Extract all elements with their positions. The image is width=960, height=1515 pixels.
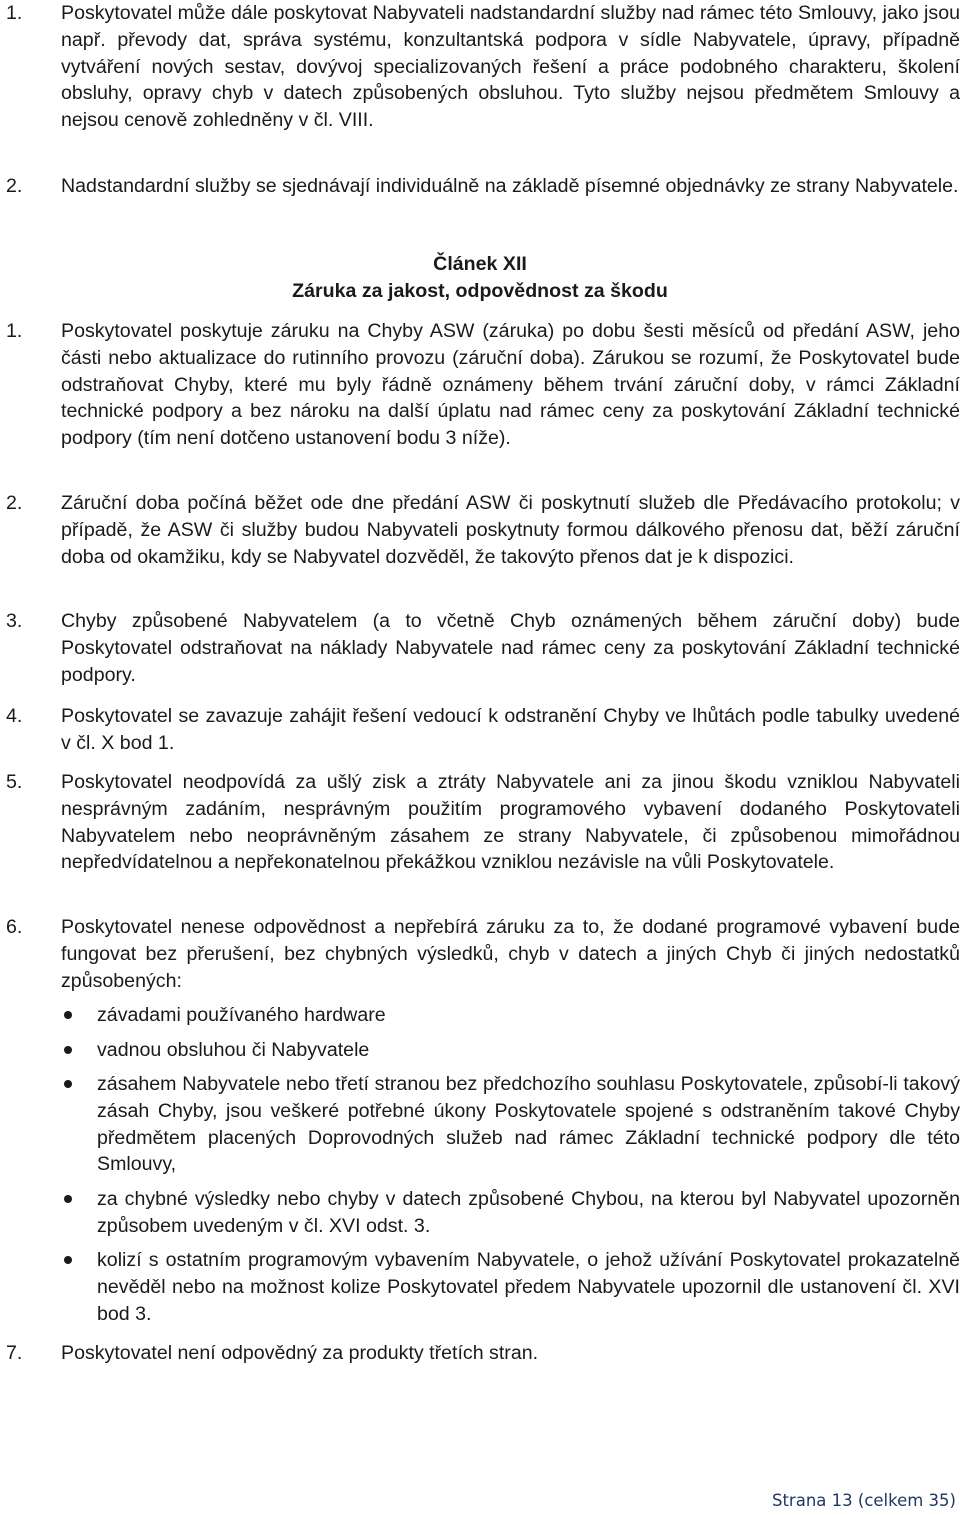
bullet-item bbox=[0, 1186, 960, 1240]
paragraph-12-5 bbox=[0, 769, 960, 876]
bullet-icon bbox=[64, 1011, 72, 1019]
paragraph-text: Nadstandardní služby se sjednávají individuálně na základě písemné objednávky ze strany Nabyvatele. bbox=[61, 175, 959, 197]
article-title: Záruka za jakost, odpovědnost za škodu bbox=[292, 280, 668, 302]
article-title-heading bbox=[0, 278, 960, 305]
paragraph-text: Poskytovatel může dále poskytovat Nabyvateli nadstandardní služby nad rámec této Smlouvy, jako jsou např. převody dat, správa systému, konzultantská podpora v sídle Nabyvatele, úpravy, případně vytváření nových sestav, dovývoj specializovaných řešení a práce podobného charakteru, školení obsluhy, opravy chyb v datech způsobených obsluhou. Tyto služby nejsou předmětem Smlouvy a nejsou cenově zohledněny v čl. VIII. bbox=[61, 2, 960, 132]
paragraph-12-3 bbox=[0, 608, 960, 688]
bullet-item bbox=[0, 1037, 960, 1064]
paragraph-text: Záruční doba počíná běžet ode dne předání ASW či poskytnutí služeb dle Předávacího protokolu; v případě, že ASW či služby budou Nabyvateli poskytnuty formou dálkového přenosu dat, běží záruční doba od okamžiku, kdy se Nabyvatel dozvěděl, že takovýto přenos dat je k dispozici. bbox=[61, 492, 960, 568]
item-number: 5. bbox=[6, 771, 23, 793]
item-number: 4. bbox=[6, 705, 23, 727]
bullet-item bbox=[0, 1002, 960, 1029]
page-number-footer bbox=[772, 1491, 956, 1511]
item-number: 6. bbox=[6, 916, 23, 938]
paragraph-11-1 bbox=[0, 0, 960, 134]
bullet-text: za chybné výsledky nebo chyby v datech způsobené Chybou, na kterou byl Nabyvatel upozorněn způsobem uvedeným v čl. XVI odst. 3. bbox=[97, 1188, 960, 1237]
paragraph-12-4 bbox=[0, 703, 960, 757]
item-number: 3. bbox=[6, 610, 23, 632]
paragraph-text: Poskytovatel neodpovídá za ušlý zisk a ztráty Nabyvatele ani za jinou škodu vzniklou Nabyvateli nesprávným zadáním, nesprávným použitím programového vybavení dodaného Poskytovateli Nabyvatelem nebo neoprávněným zásahem ze strany Nabyvatele, či způsobenou mimořádnou nepředvídatelnou a nepřekonatelnou překážkou vzniklou nezávisle na vůli Poskytovatele. bbox=[61, 771, 960, 874]
bullet-text: vadnou obsluhou či Nabyvatele bbox=[97, 1039, 370, 1061]
page-number-label: Strana 13 (celkem 35) bbox=[771, 1491, 956, 1510]
article-number: Článek XII bbox=[433, 253, 527, 275]
bullet-item bbox=[0, 1247, 960, 1327]
bullet-icon bbox=[64, 1080, 72, 1088]
paragraph-11-2 bbox=[0, 173, 960, 200]
item-number: 1. bbox=[6, 320, 23, 342]
paragraph-text: Poskytovatel není odpovědný za produkty třetích stran. bbox=[61, 1342, 539, 1364]
item-number: 2. bbox=[6, 492, 23, 514]
paragraph-12-6 bbox=[0, 914, 960, 994]
paragraph-12-2 bbox=[0, 490, 960, 570]
paragraph-text: Poskytovatel poskytuje záruku na Chyby ASW (záruka) po dobu šesti měsíců od předání ASW, jeho části nebo aktualizace do rutinního provozu (záruční doba). Zárukou se rozumí, že Poskytovatel bude odstraňovat Chyby, které mu byly řádně oznámeny během trvání záruční doby, v rámci Základní technické podpory a bez nároku na další úplatu nad rámec ceny za poskytování Základní technické podpory (tím není dotčeno ustanovení bodu 3 níže). bbox=[61, 320, 960, 450]
article-number-heading bbox=[0, 251, 960, 278]
paragraph-12-1 bbox=[0, 318, 960, 452]
paragraph-text: Chyby způsobené Nabyvatelem (a to včetně Chyb oznámených během záruční doby) bude Poskytovatel odstraňovat na náklady Nabyvatele nad rámec ceny za poskytování Základní technické podpory. bbox=[61, 610, 960, 686]
paragraph-text: Poskytovatel nenese odpovědnost a nepřebírá záruku za to, že dodané programové vybavení bude fungovat bez přerušení, bez chybných výsledků, chyb v datech a jiných Chyb či jiných nedostatků způsobených: bbox=[61, 916, 960, 992]
paragraph-text: Poskytovatel se zavazuje zahájit řešení vedoucí k odstranění Chyby ve lhůtách podle tabulky uvedené v čl. X bod 1. bbox=[61, 705, 960, 754]
bullet-icon bbox=[64, 1046, 72, 1054]
bullet-text: závadami používaného hardware bbox=[97, 1004, 386, 1026]
bullet-text: zásahem Nabyvatele nebo třetí stranou bez předchozího souhlasu Poskytovatele, způsobí-li takový zásah Chyby, jsou veškeré potřebné úkony Poskytovatele spojené s odstraněním takové Chyby předmětem placených Doprovodných služeb nad rámec Základní technické podpory dle této Smlouvy, bbox=[97, 1073, 960, 1176]
bullet-icon bbox=[64, 1195, 72, 1203]
item-number: 1. bbox=[6, 2, 23, 24]
bullet-icon bbox=[64, 1256, 72, 1264]
bullet-item bbox=[0, 1071, 960, 1178]
item-number: 2. bbox=[6, 175, 23, 197]
item-number: 7. bbox=[6, 1342, 23, 1364]
bullet-text: kolizí s ostatním programovým vybavením Nabyvatele, o jehož užívání Poskytovatel prokazatelně nevěděl nebo na možnost kolize Poskytovatel předem Nabyvatele upozornil dle ustanovení čl. XVI bod 3. bbox=[97, 1249, 960, 1325]
paragraph-12-7 bbox=[0, 1340, 960, 1367]
